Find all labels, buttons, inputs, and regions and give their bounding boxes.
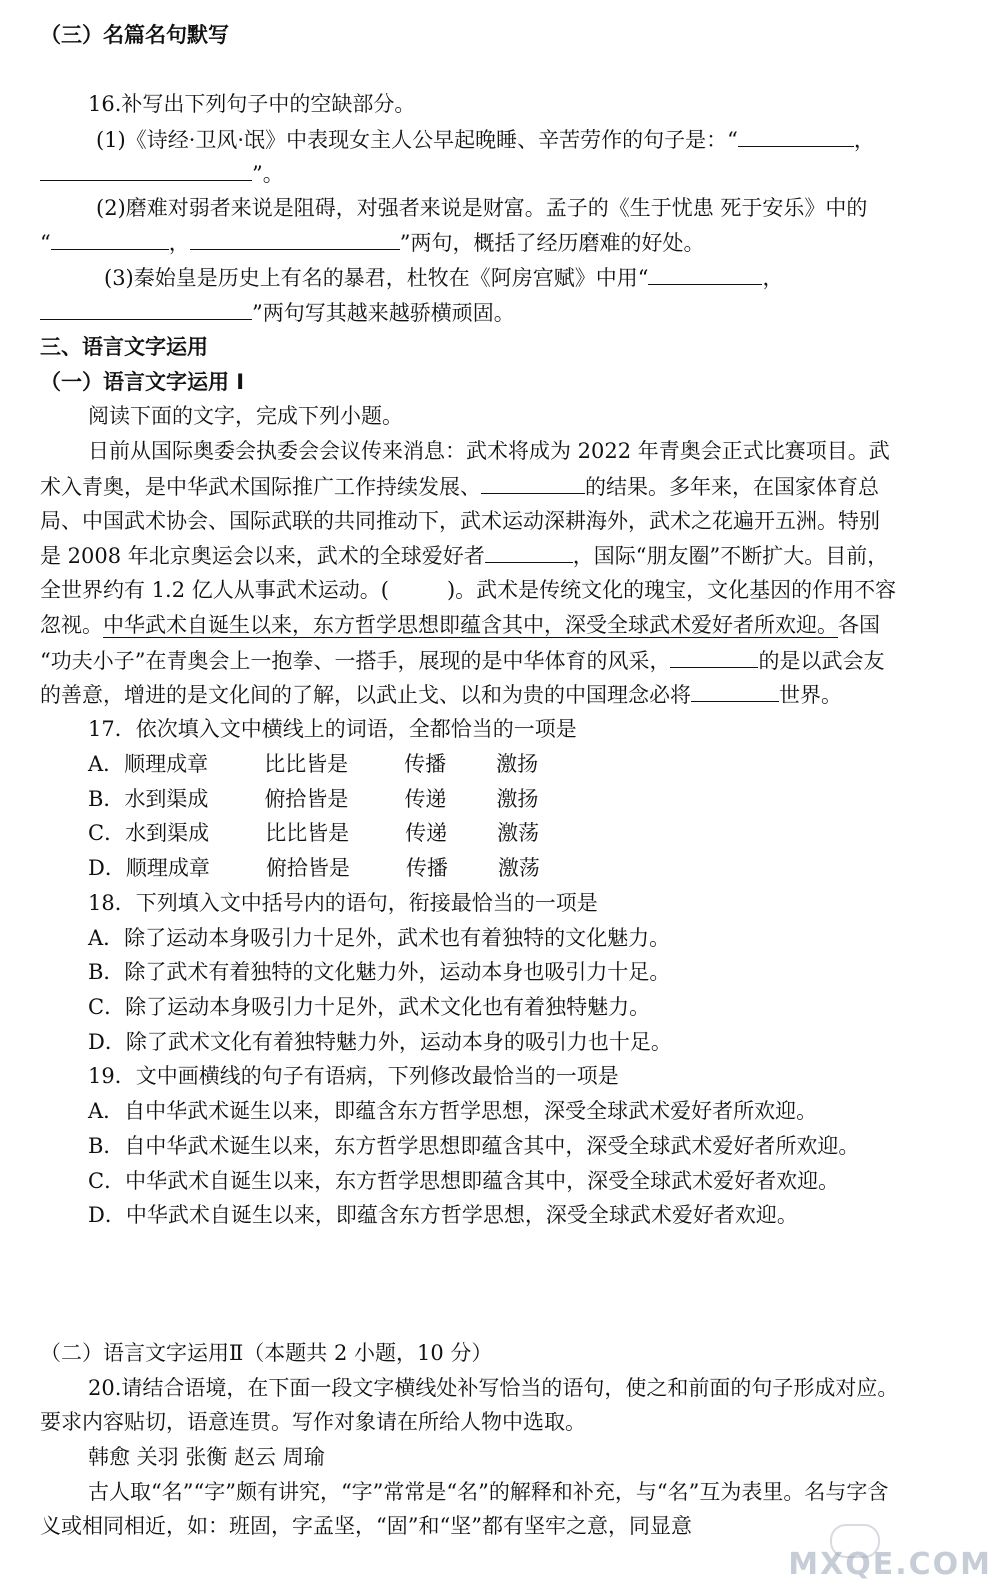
q16-item-2: (2)磨难对弱者来说是阻碍，对强者来说是财富。孟子的《生于忧患 死于安乐》中的	[96, 196, 868, 220]
q16-item-3: (3)秦始皇是历史上有名的暴君，杜牧在《阿房宫赋》中用“ ，	[104, 262, 783, 292]
section-header: （三）名篇名句默写	[40, 23, 229, 47]
q17-stem: 17．依次填入文中横线上的词语，全都恰当的一项是	[88, 717, 577, 741]
instruction: 阅读下面的文字，完成下列小题。	[88, 404, 403, 428]
q18-option-d[interactable]: D．除了武术文化有着独特魅力外，运动本身的吸引力也十足。	[88, 1030, 672, 1054]
q20-text: 古人取“名”“字”颇有讲究，“字”常常是“名”的解释和补充，与“名”互为表里。名与字含	[88, 1480, 889, 1504]
q20-stem: 20.请结合语境，在下面一段文字横线处补写恰当的语句，使之和前面的句子形成对应。	[88, 1376, 899, 1400]
passage-line: 术入青奥，是中华武术国际推广工作持续发展、 的结果。多年来，在国家体育总	[40, 471, 879, 501]
answer-blank[interactable]	[481, 471, 585, 494]
answer-blank[interactable]	[738, 124, 854, 147]
answer-blank[interactable]	[648, 262, 762, 285]
answer-blank[interactable]	[51, 227, 169, 250]
q18-option-b[interactable]: B．除了武术有着独特的文化魅力外，运动本身也吸引力十足。	[88, 960, 671, 984]
q19-option-d[interactable]: D．中华武术自诞生以来，即蕴含东方哲学思想，深受全球武术爱好者欢迎。	[88, 1203, 798, 1227]
q16-item-1: (1)《诗经·卫风·氓》中表现女主人公早起晚睡、辛苦劳作的句子是：“ ，	[96, 124, 875, 154]
q20-requirement: 要求内容贴切，语意连贯。写作对象请在所给人物中选取。	[40, 1410, 586, 1434]
q17-option-d[interactable]: D．顺理成章 俯拾皆是 传播 激荡	[88, 856, 540, 880]
passage-line: 忽视。中华武术自诞生以来，东方哲学思想即蕴含其中，深受全球武术爱好者所欢迎。各国	[40, 613, 880, 637]
q16-stem: 16.补写出下列句子中的空缺部分。	[88, 92, 416, 116]
q20-names: 韩愈 关羽 张衡 赵云 周瑜	[88, 1445, 325, 1469]
q17-option-c[interactable]: C．水到渠成 比比皆是 传递 激荡	[88, 821, 540, 845]
q18-stem: 18．下列填入文中括号内的语句，衔接最恰当的一项是	[88, 891, 598, 915]
q20-text: 义或相同相近，如：班固，字孟坚，“固”和“坚”都有坚牢之意，同显意	[40, 1514, 692, 1538]
q19-option-b[interactable]: B．自中华武术诞生以来，东方哲学思想即蕴含其中，深受全球武术爱好者所欢迎。	[88, 1134, 860, 1158]
answer-blank[interactable]	[670, 645, 758, 668]
underlined-sentence: 中华武术自诞生以来，东方哲学思想即蕴含其中，深受全球武术爱好者所欢迎。	[103, 613, 838, 637]
q18-option-c[interactable]: C．除了运动本身吸引力十足外，武术文化也有着独特魅力。	[88, 995, 651, 1019]
q19-stem: 19．文中画横线的句子有语病，下列修改最恰当的一项是	[88, 1064, 619, 1088]
q18-option-a[interactable]: A．除了运动本身吸引力十足外，武术也有着独特的文化魅力。	[88, 926, 671, 950]
passage-line: 局、中国武术协会、国际武联的共同推动下，武术运动深耕海外，武术之花遍开五洲。特别	[40, 509, 880, 533]
q19-option-a[interactable]: A．自中华武术诞生以来，即蕴含东方哲学思想，深受全球武术爱好者所欢迎。	[88, 1099, 818, 1123]
q16-item-1-cont: ”。	[40, 158, 284, 188]
passage-line: 是 2008 年北京奥运会以来，武术的全球爱好者 ，国际“朋友圈”不断扩大。目前，	[40, 540, 888, 570]
watermark: MXQE.COM	[788, 1547, 992, 1582]
q16-item-2-cont: “ ， ”两句，概括了经历磨难的好处。	[40, 227, 705, 257]
passage-line: “功夫小子”在青奥会上一抱拳、一搭手，展现的是中华体育的风采， 的是以武会友	[40, 645, 884, 675]
answer-blank[interactable]	[190, 227, 400, 250]
q19-option-c[interactable]: C．中华武术自诞生以来，东方哲学思想即蕴含其中，深受全球武术爱好者欢迎。	[88, 1169, 840, 1193]
part-header: 三、语言文字运用	[40, 335, 208, 359]
subsection-header: （一）语言文字运用 Ⅰ	[40, 370, 245, 394]
q17-option-b[interactable]: B．水到渠成 俯拾皆是 传递 激扬	[88, 787, 539, 811]
passage-line: 全世界约有 1.2 亿人从事武术运动。( )。武术是传统文化的瑰宝，文化基因的作用不容	[40, 578, 897, 602]
answer-blank[interactable]	[40, 158, 252, 181]
passage-line: 日前从国际奥委会执委会会议传来消息：武术将成为 2022 年青奥会正式比赛项目。武	[88, 439, 890, 463]
answer-blank[interactable]	[691, 679, 779, 702]
answer-blank[interactable]	[485, 540, 573, 563]
subsection-header: （二）语言文字运用Ⅱ（本题共 2 小题，10 分）	[40, 1341, 493, 1365]
q16-item-3-cont: ”两句写其越来越骄横顽固。	[40, 297, 515, 327]
q17-option-a[interactable]: A．顺理成章 比比皆是 传播 激扬	[88, 752, 539, 776]
passage-line: 的善意，增进的是文化间的了解，以武止戈、以和为贵的中国理念必将 世界。	[40, 679, 842, 709]
answer-blank[interactable]	[40, 297, 252, 320]
